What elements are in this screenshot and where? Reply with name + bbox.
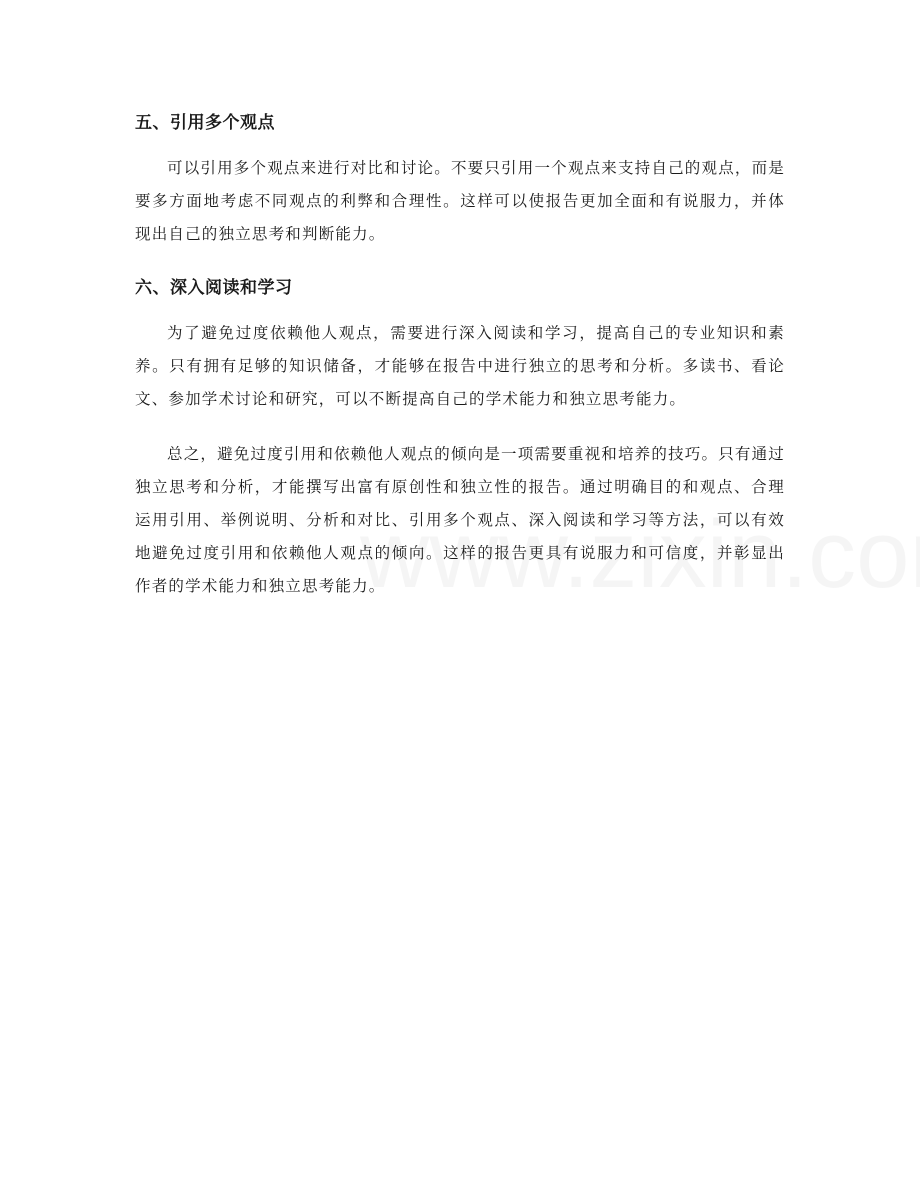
section-heading-5: 五、引用多个观点 — [135, 113, 275, 133]
section-5-paragraph-1: 可以引用多个观点来进行对比和讨论。不要只引用一个观点来支持自己的观点，而是要多方面地考虑不同观点的利弊和合理性。这样可以使报告更加全面和有说服力，并体现出自己的独立思考和判断能力。 — [135, 159, 785, 243]
section-6-paragraph-1: 为了避免过度依赖他人观点，需要进行深入阅读和学习，提高自己的专业知识和素养。只有拥有足够的知识储备，才能够在报告中进行独立的思考和分析。多读书、看论文、参加学术讨论和研究，可以不断提高自己的学术能力和独立思考能力。 — [135, 324, 785, 408]
conclusion-paragraph: 总之，避免过度引用和依赖他人观点的倾向是一项需要重视和培养的技巧。只有通过独立思考和分析，才能撰写出富有原创性和独立性的报告。通过明确目的和观点、合理运用引用、举例说明、分析和对比、引用多个观点、深入阅读和学习等方法，可以有效地避免过度引用和依赖他人观点的倾向。这样的报告更具有说服力和可信度，并彰显出作者的学术能力和独立思考能力。 — [135, 445, 785, 595]
document-content — [135, 108, 785, 625]
section-heading-6: 六、深入阅读和学习 — [135, 278, 293, 298]
